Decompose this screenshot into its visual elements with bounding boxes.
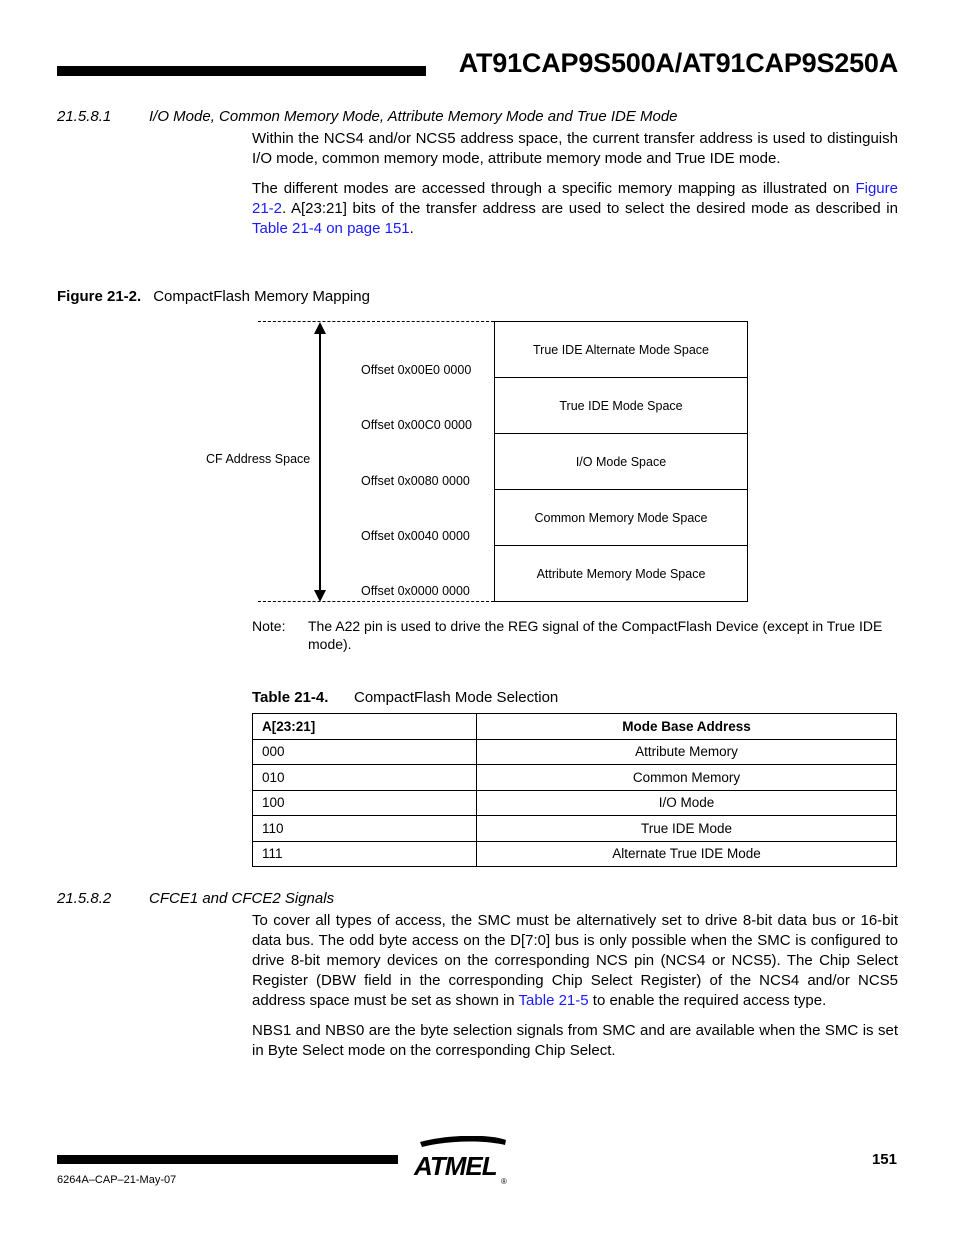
table-cell: 000 [253, 739, 477, 765]
table-cell: I/O Mode [477, 790, 897, 816]
footer-rule [57, 1155, 398, 1164]
section-title: I/O Mode, Common Memory Mode, Attribute Memory Mode and True IDE Mode [149, 108, 678, 125]
note-text: The A22 pin is used to drive the REG signal of the CompactFlash Device (except in True IDE mode). [308, 618, 883, 652]
table-row [253, 841, 897, 867]
section2-paragraph-1 [252, 911, 898, 1011]
top-dashed-line [258, 321, 494, 322]
table-cell: Alternate True IDE Mode [477, 841, 897, 867]
offset-label: Offset 0x0040 0000 [361, 529, 470, 543]
cf-address-space-label: CF Address Space [206, 452, 311, 466]
text-run: The different modes are accessed through a specific memory mapping as illustrated on [252, 180, 856, 197]
table-link[interactable]: Table 21-4 on page 151 [252, 220, 410, 237]
section-heading-2 [57, 890, 334, 907]
section1-paragraph-1: Within the NCS4 and/or NCS5 address space, the current transfer address is used to distinguish I/O mode, common memory mode, attribute memory mode and True IDE mode. [252, 130, 898, 167]
note-label: Note: [252, 618, 286, 634]
registered-mark: ® [501, 1177, 507, 1186]
figure-title: CompactFlash Memory Mapping [153, 288, 370, 305]
table-link[interactable]: Table 21-5 [518, 992, 589, 1009]
section1-paragraph-2 [252, 179, 898, 239]
offset-label: Offset 0x0080 0000 [361, 474, 470, 488]
table-cell: 110 [253, 816, 477, 842]
figure-note [252, 617, 898, 653]
table-row [253, 790, 897, 816]
table-title: CompactFlash Mode Selection [354, 689, 559, 706]
arrow-down-icon [314, 590, 326, 602]
figure-link[interactable]: Figure 21-2 [252, 180, 898, 217]
text-run: To cover all types of access, the SMC must be alternatively set to drive 8-bit data bus or 16-bit data bus. The odd byte access on the D[7:0] bus is only possible when the SMC is configured to drive 8-bit memory devices on the corresponding NCS pin (NCS4 or NCS5). The Chip Select Register (DBW field in the corresponding Chip Select Register) of the NCS4 and/or NCS5 address space must be set as shown in [252, 912, 898, 1009]
page-title: AT91CAP9S500A/AT91CAP9S250A [458, 48, 898, 78]
memory-space-block: Attribute Memory Mode Space [536, 566, 706, 581]
memory-map-stack [494, 321, 748, 602]
table-cell: 111 [253, 841, 477, 867]
section-number: 21.5.8.1 [57, 108, 112, 125]
memory-space-block: Common Memory Mode Space [495, 490, 747, 546]
section-number: 21.5.8.2 [57, 890, 112, 907]
memory-space-block: I/O Mode Space [495, 434, 747, 490]
table-cell: Attribute Memory [477, 739, 897, 765]
column-header: A[23:21] [253, 714, 477, 740]
memory-space-block: True IDE Alternate Mode Space [495, 322, 747, 378]
table-cell: 010 [253, 765, 477, 791]
document-id: 6264A–CAP–21-May-07 [57, 1174, 177, 1186]
section-heading-1 [57, 108, 678, 125]
table-cell: True IDE Mode [477, 816, 897, 842]
figure-label: Figure 21-2. [57, 288, 142, 305]
section2-paragraph-2: NBS1 and NBS0 are the byte selection signals from SMC and are available when the SMC is set in Byte Select mode on the corresponding Chip Select. [252, 1022, 898, 1059]
offset-label: Offset 0x00E0 0000 [361, 363, 472, 377]
table-label: Table 21-4. [252, 689, 329, 706]
section-title: CFCE1 and CFCE2 Signals [149, 890, 335, 907]
table-row [253, 739, 897, 765]
table-row [253, 765, 897, 791]
address-range-line [319, 332, 321, 592]
logo-wordmark: ATMEL [414, 1151, 497, 1181]
text-run: . [409, 220, 414, 237]
text-run: . A[23:21] bits of the transfer address are used to select the desired mode as described in [282, 200, 898, 217]
table-caption [252, 689, 558, 706]
mode-selection-table [252, 713, 897, 867]
table-header-row [253, 714, 897, 740]
atmel-logo [410, 1136, 510, 1191]
table-cell: 100 [253, 790, 477, 816]
column-header: Mode Base Address [477, 714, 897, 740]
table-cell: Common Memory [477, 765, 897, 791]
table-row [253, 816, 897, 842]
offset-label: Offset 0x0000 0000 [361, 584, 470, 598]
text-run: to enable the required access type. [588, 992, 827, 1009]
offset-label: Offset 0x00C0 0000 [361, 418, 472, 432]
header-rule [57, 66, 426, 76]
bottom-dashed-line [258, 601, 494, 602]
page-number: 151 [871, 1151, 897, 1168]
figure-caption [57, 288, 370, 305]
memory-space-block: True IDE Mode Space [495, 378, 747, 434]
